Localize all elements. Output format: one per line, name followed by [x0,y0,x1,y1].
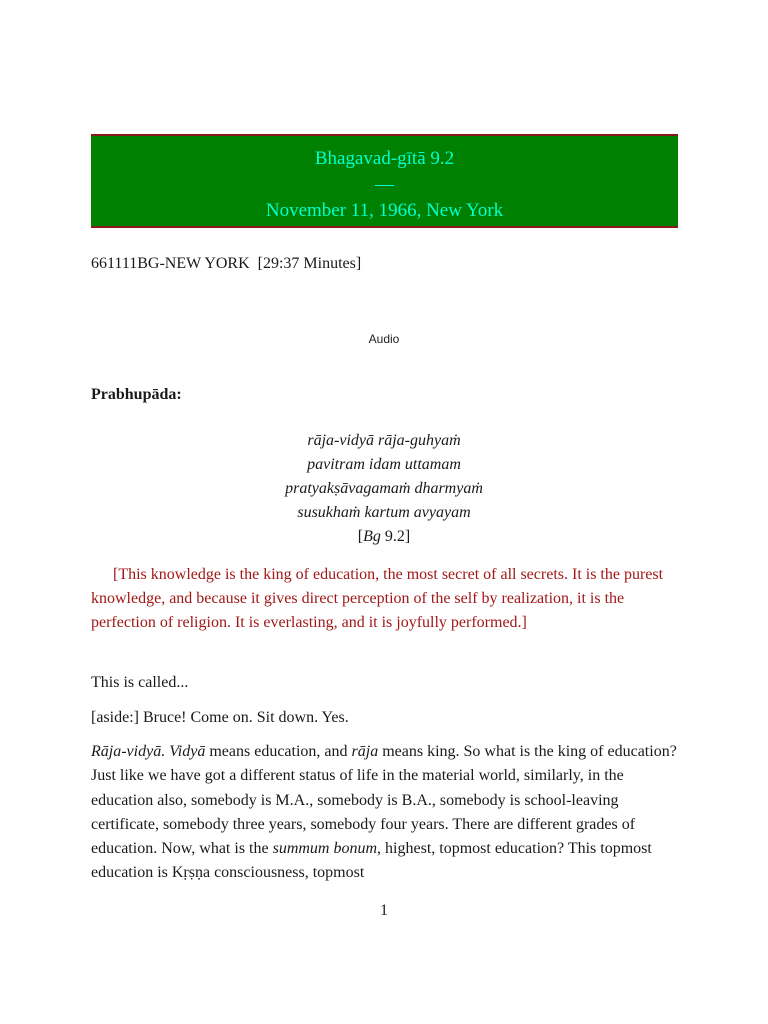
text-segment: means king. So what is the king of education? Just like we have got a different status of life in the material world, similarly, in the education also, somebody is M.A., somebody is B.A., somebody is school-leaving certificate, somebody three years, somebody four years. There are different grades of education. Now, what is the [91,743,677,858]
verse-line-1: rāja-vidyā rāja-guhyaṁ [307,432,461,449]
paragraph-3 [91,740,681,886]
verse-line-4: susukhaṁ kartum avyayam [297,504,471,521]
title-separator: — [375,174,394,195]
ref-book: Bg [363,528,381,545]
term-vidya: Vidyā [169,743,206,760]
verse-reference [0,525,768,549]
recording-id: 661111BG-NEW YORK [29:37 Minutes] [91,255,362,272]
sanskrit-verse [0,429,768,549]
text-segment: , highest, topmost education? This topmost education is Kṛṣṇa consciousness, topmost [91,840,652,882]
title-banner [91,134,678,228]
paragraph-2: [aside:] Bruce! Come on. Sit down. Yes. [91,709,349,726]
term-raja: rāja [351,743,379,760]
speaker-name: Prabhupāda: [91,386,182,403]
paragraph-1: This is called... [91,674,189,691]
term-raja-vidya: Rāja-vidyā. [91,743,166,760]
lecture-title: Bhagavad-gītā 9.2 [314,148,455,169]
audio-link[interactable]: Audio [368,332,400,346]
verse-line-2: pavitram idam uttamam [307,456,461,473]
ref-number: 9.2] [380,528,411,545]
term-summum-bonum: summum bonum [272,840,378,858]
verse-line-3: pratyakṣāvagamaṁ dharmyaṁ [285,480,483,497]
text-segment: means education, and [205,743,352,760]
ref-open: [ [357,528,364,545]
page-number: 1 [380,902,388,919]
verse-translation: [This knowledge is the king of education, the most secret of all secrets. It is the purest knowledge, and because it gives direct perception of the self by realization, it is the perfection of religion. It is everlasting, and it is joyfully performed.] [91,566,664,631]
lecture-date-place: November 11, 1966, New York [265,200,504,221]
